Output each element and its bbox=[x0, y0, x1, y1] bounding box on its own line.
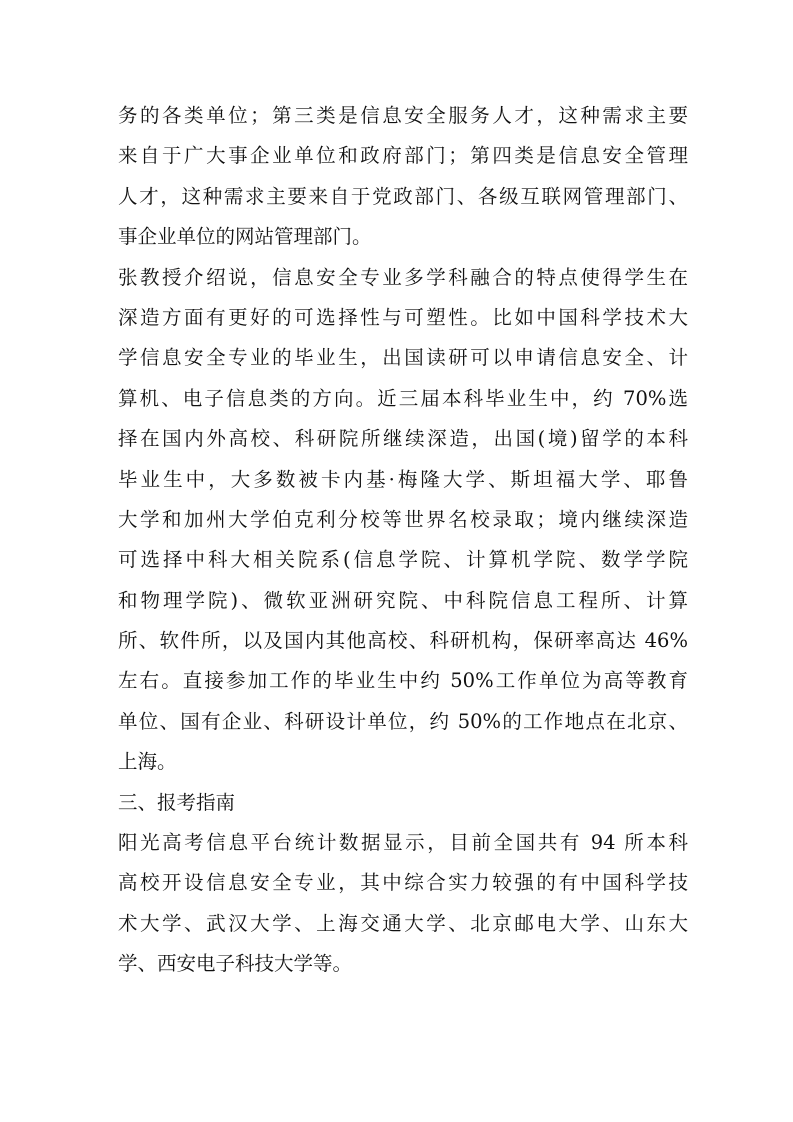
section-heading: 三、报考指南 bbox=[118, 790, 236, 814]
text-line: 可选择中科大相关院系(信息学院、计算机学院、数学学院 bbox=[118, 548, 688, 572]
text-line: 高校开设信息安全专业，其中综合实力较强的有中国科学技 bbox=[118, 871, 688, 895]
text-line: 大学和加州大学伯克利分校等世界名校录取；境内继续深造 bbox=[118, 507, 688, 531]
document-body bbox=[118, 96, 688, 985]
text-line: 择在国内外高校、科研院所继续深造，出国(境)留学的本科 bbox=[118, 427, 688, 451]
text-line: 来自于广大事企业单位和政府部门；第四类是信息安全管理 bbox=[118, 144, 688, 168]
text-line: 学信息安全专业的毕业生，出国读研可以申请信息安全、计 bbox=[118, 346, 688, 370]
text-line: 毕业生中，大多数被卡内基·梅隆大学、斯坦福大学、耶鲁 bbox=[118, 467, 688, 491]
text-line: 上海。 bbox=[118, 750, 177, 774]
text-line: 和物理学院)、微软亚洲研究院、中科院信息工程所、计算 bbox=[118, 588, 688, 612]
text-line: 务的各类单位；第三类是信息安全服务人才，这种需求主要 bbox=[118, 104, 688, 127]
text-line: 深造方面有更好的可选择性与可塑性。比如中国科学技术大 bbox=[118, 305, 688, 329]
text-line: 学、西安电子科技大学等。 bbox=[118, 952, 353, 976]
text-line: 阳光高考信息平台统计数据显示，目前全国共有 94 所本科 bbox=[118, 831, 688, 855]
text-line: 人才，这种需求主要来自于党政部门、各级互联网管理部门、 bbox=[118, 184, 688, 208]
text-line: 张教授介绍说，信息安全专业多学科融合的特点使得学生在 bbox=[118, 265, 688, 289]
text-line: 所、软件所，以及国内其他高校、科研机构，保研率高达 46% bbox=[118, 629, 688, 653]
text-line: 单位、国有企业、科研设计单位，约 50%的工作地点在北京、 bbox=[118, 709, 688, 733]
text-line: 算机、电子信息类的方向。近三届本科毕业生中，约 70%选 bbox=[118, 386, 688, 410]
text-line: 左右。直接参加工作的毕业生中约 50%工作单位为高等教育 bbox=[118, 669, 688, 693]
text-line: 术大学、武汉大学、上海交通大学、北京邮电大学、山东大 bbox=[118, 911, 688, 935]
text-line: 事企业单位的网站管理部门。 bbox=[118, 225, 372, 249]
